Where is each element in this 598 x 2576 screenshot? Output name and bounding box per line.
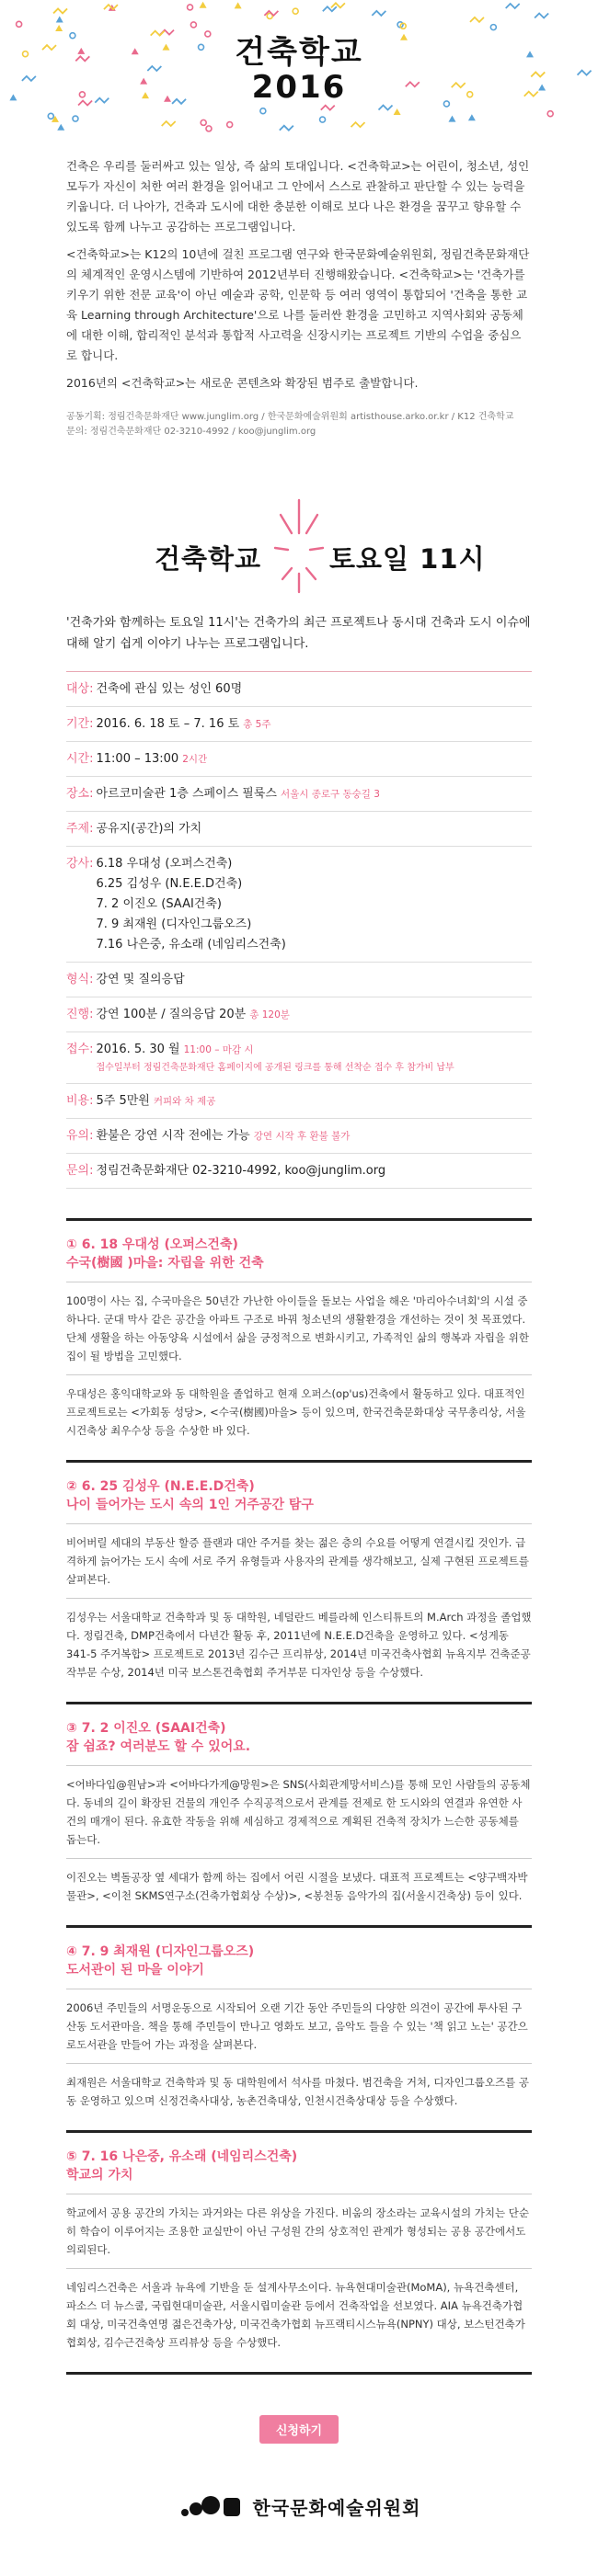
program-title-left: 건축학교 <box>154 543 261 575</box>
info-row-target <box>66 672 532 707</box>
info-row-theme <box>66 812 532 847</box>
lecture-5 <box>66 2133 532 2375</box>
lecture-date-speaker: ① 6. 18 우대성 (오퍼스건축) <box>66 1237 238 1252</box>
info-key: 기간: <box>66 717 94 731</box>
info-key: 형식: <box>66 973 94 986</box>
confetti-shape <box>201 120 206 125</box>
info-value <box>97 1126 351 1146</box>
confetti-shape <box>188 5 193 10</box>
confetti-shape <box>321 106 335 110</box>
info-row-time <box>66 742 532 777</box>
info-sub: 2시간 <box>182 754 208 765</box>
hero-header <box>0 0 598 136</box>
info-value: 정림건축문화재단 02-3210-4992, koo@junglim.org <box>96 1164 386 1178</box>
confetti-shape <box>200 2 207 8</box>
confetti-shape <box>394 108 401 115</box>
confetti-shape <box>55 25 63 31</box>
lecture-3 <box>66 1704 532 1928</box>
info-row-place <box>66 777 532 812</box>
lecture-summary: 2006년 주민들의 서명운동으로 시작되어 오랜 기간 동안 주민들의 다양한 의견이 공간에 투사된 구산동 도서관마을. 책을 통해 주민들이 만나고 영화도 보고, 음악도 들을 수 있는 '책 읽고 노는' 공간으로도서관을 만들어 가는 과정을 살펴본다. <box>66 2001 528 2051</box>
lecture-date-speaker: ② 6. 25 김성우 (N.E.E.D건축) <box>66 1479 255 1494</box>
info-value-text: 11:00 – 13:00 <box>96 752 179 766</box>
intro-credits <box>0 401 598 439</box>
lecturer-bio: 네임리스건축은 서울과 뉴욕에 기반을 둔 설계사무소이다. 뉴욕현대미술관(MoMA), 뉴욕건축센터, 파소스 더 뉴스쿨, 국립현대미술관, 서울시립미술관 등에서 건축작업을 선보였다. AIA 뉴욕건축가협회 대상, 미국건축연명 젊은건축가상, 미국건축가협회 뉴프랙티시스뉴욕(NPNY) 대상, 보스턴건축가협회상, 김수근건축상 프리뷰상 등을 수상했다. <box>66 2281 525 2349</box>
lecture-date-speaker: ⑤ 7. 16 나은중, 유소래 (네임리스건축) <box>66 2149 298 2164</box>
confetti-shape <box>53 8 67 13</box>
lecturer-bio: 최재원은 서울대학교 건축학과 및 동 대학원에서 석사를 마쳤다. 범건축을 거쳐, 디자인그룹오즈를 공동 운영하고 있으며 신정건축사대상, 농촌건축대상, 인천시건축상대상 등을 수상했다. <box>66 2076 529 2107</box>
confetti-shape <box>293 8 298 14</box>
confetti-shape <box>323 6 337 11</box>
confetti-shape <box>280 126 293 131</box>
info-row-period <box>66 707 532 742</box>
program-title-right: 토요일 11시 <box>329 543 486 575</box>
lecture-summary: 100명이 사는 집, 수국마을은 50년간 가난한 아이들을 돌보는 사업을 해온 '마리아수녀회'의 시설 중 하나다. 군대 막사 같은 공간을 아파트 구조로 바꿔 청소년의 생활환경을 개선하는 것이 첫 목표였다. 단체 생활을 하는 아동양육 시설에서 삶을 긍정적으로 변화시키고, 가족적인 삶의 행복과 자립을 위한 집이 될 방법을 고민했다. <box>66 1294 529 1362</box>
info-value-text: 2016. 5. 30 월 <box>96 1043 180 1056</box>
info-key: 유의: <box>66 1129 94 1143</box>
confetti-shape <box>535 13 548 17</box>
hero-title-year: 2016 <box>251 69 347 106</box>
info-key: 시간: <box>66 752 94 766</box>
info-row-progress <box>66 997 532 1032</box>
info-sub: 강연 시작 후 환불 불가 <box>253 1131 351 1142</box>
confetti-shape <box>490 25 496 30</box>
confetti-shape <box>48 113 53 119</box>
apply-area <box>0 2415 598 2444</box>
footer-logo <box>0 2488 598 2525</box>
confetti-shape <box>56 17 63 23</box>
hero-title <box>0 35 598 105</box>
confetti-shape <box>57 124 64 131</box>
program-description: '건축가와 함께하는 토요일 11시'는 건축가의 최근 프로젝트나 동시대 건축과 도시 이슈에 대해 알기 쉽게 이야기 나누는 프로그램입니다. <box>66 616 531 651</box>
confetti-shape <box>506 4 520 8</box>
info-key: 장소: <box>66 787 94 801</box>
lecture-2 <box>66 1463 532 1704</box>
confetti-shape <box>331 3 345 7</box>
lecture-title: 도서관이 된 마을 이야기 <box>66 1963 204 1978</box>
intro-section <box>0 136 598 393</box>
info-sub: 총 120분 <box>249 1009 290 1020</box>
info-key: 진행: <box>66 1008 94 1021</box>
confetti-shape <box>547 111 553 117</box>
confetti-shape <box>379 105 393 109</box>
intro-paragraph-3: 2016년의 <건축학교>는 새로운 콘텐츠와 확장된 범주로 출발합니다. <box>66 376 419 390</box>
info-value-text: 2016. 6. 18 토 – 7. 16 토 <box>96 717 240 731</box>
info-key: 대상: <box>66 682 94 696</box>
divider <box>66 2268 532 2269</box>
program-header <box>0 467 598 605</box>
info-value-text: 환불은 강연 시작 전에는 가능 <box>96 1129 250 1143</box>
confetti-shape <box>351 122 365 127</box>
info-value-text: 아르코미술관 1층 스페이스 필룩스 <box>96 787 277 801</box>
info-value <box>97 749 208 769</box>
info-key: 접수: <box>66 1043 94 1056</box>
lecture-title: 나이 들어가는 도시 속의 1인 거주공간 탐구 <box>66 1498 314 1512</box>
burst-icon <box>273 496 325 598</box>
info-row-lecturers <box>66 847 532 963</box>
section-divider <box>66 2372 532 2375</box>
lecture-1 <box>66 1221 532 1463</box>
confetti-shape <box>468 114 476 120</box>
info-value <box>97 714 271 735</box>
info-key: 문의: <box>66 1164 94 1178</box>
info-row-caution <box>66 1119 532 1154</box>
lecture-summary: 비어버릴 세대의 부동산 할증 플랜과 대안 주거를 찾는 젊은 층의 수요를 어떻게 연결시킬 것인가. 급격하게 늙어가는 도시 속에 서로 주거 유형들과 사용자의 관계를 생각해보고, 실제 구현된 프로젝트를 살펴본다. <box>66 1536 529 1586</box>
confetti-shape <box>260 108 266 114</box>
arko-logo-icon <box>178 2492 244 2520</box>
confetti-shape <box>372 11 385 16</box>
lecturer-item: 7. 2 이진오 (SAAI건축) <box>96 897 222 911</box>
lecture-title: 학교의 가치 <box>66 2168 133 2183</box>
apply-button[interactable]: 신청하기 <box>259 2415 339 2444</box>
info-value <box>97 784 380 804</box>
lecturer-item: 6.25 김성우 (N.E.E.D건축) <box>96 877 243 891</box>
lecturer-item: 7.16 나은중, 유소래 (네임리스건축) <box>96 938 286 952</box>
divider <box>66 1598 532 1599</box>
info-value <box>97 1005 290 1025</box>
confetti-shape <box>320 117 326 122</box>
confetti-shape <box>235 2 242 8</box>
divider <box>66 2063 532 2064</box>
hero-title-line1: 건축학교 <box>235 34 363 71</box>
lecture-date-speaker: ④ 7. 9 최재원 (디자인그룹오즈) <box>66 1944 255 1959</box>
info-row-register <box>66 1032 532 1084</box>
lecture-title: 잠 쉼죠? 여러분도 할 수 있어요. <box>66 1739 251 1754</box>
bottom-spacer <box>0 2525 598 2576</box>
confetti-shape <box>227 122 233 128</box>
lecture-4 <box>66 1928 532 2133</box>
info-sub: 서울시 종로구 동숭길 3 <box>280 789 380 800</box>
confetti-shape <box>206 126 212 131</box>
lecture-title: 수국(樹國 )마을: 자립을 위한 건축 <box>66 1256 264 1271</box>
confetti-shape <box>17 21 22 27</box>
confetti-shape <box>264 11 278 16</box>
confetti-shape <box>190 22 196 28</box>
info-value: 공유지(공간)의 가치 <box>96 822 202 836</box>
divider <box>66 1765 532 1766</box>
lecturer-item: 7. 9 최재원 (디자인그룹오즈) <box>96 918 252 931</box>
divider <box>66 1858 532 1859</box>
info-sub: 총 5주 <box>243 719 271 730</box>
lecturer-bio: 이진오는 벽돌공장 옆 세대가 함께 하는 집에서 어린 시절을 보냈다. 대표적 프로젝트는 <양구백자박물관>, <이천 SKMS연구소(건축가협회상 수상)>, <봉천동 음악가의 집(서울시건축상) 등이 있다. <box>66 1871 528 1902</box>
confetti-shape <box>162 121 176 126</box>
info-value <box>97 854 286 955</box>
lecturer-bio: 우대성은 홍익대학교와 동 대학원을 졸업하고 현재 오퍼스(op'us)건축에서 활동하고 있다. 대표적인 프로젝트로는 <가회동 성당>, <수국(樹國)마을> 등이 있으며, 한국건축문화대상 국무총리상, 서울시건축상 최우수상 등을 수상한 바 있다. <box>66 1387 526 1437</box>
intro-paragraph-1: 건축은 우리를 둘러싸고 있는 일상, 즉 삶의 토대입니다. <건축학교>는 어린이, 청소년, 성인 모두가 자신이 처한 여러 환경을 읽어내고 그 안에서 스스로 관찰하고 판단할 수 있는 능력을 키웁니다. 더 나아가, 건축과 도시에 대한 충분한 이해로 보다 나은 환경을 꿈꾸고 향유할 수 있도록 함께 나누고 공감하는 프로그램입니다. <box>66 159 530 234</box>
confetti-shape <box>470 17 484 22</box>
info-value: 강연 및 질의응답 <box>96 973 185 986</box>
info-row-contact <box>66 1154 532 1189</box>
lecturer-item: 6.18 우대성 (오퍼스건축) <box>96 857 233 871</box>
credit-organizers: 공동기획: 정림건축문화재단 www.junglim.org / 한국문화예술위원회 artisthouse.arko.or.kr / K12 건축학교 <box>66 412 514 422</box>
divider <box>66 1523 532 1524</box>
info-row-fee <box>66 1084 532 1119</box>
confetti-shape <box>73 116 78 121</box>
confetti-shape <box>448 116 455 122</box>
info-note: 접수일부터 정림건축문화재단 홈페이지에 공개된 링크를 통해 선착순 접수 후 참가비 납부 <box>96 1063 454 1073</box>
divider <box>66 1374 532 1375</box>
info-value-text: 5주 5만원 <box>96 1094 150 1108</box>
info-value <box>97 1040 454 1077</box>
info-key: 주제: <box>66 822 94 836</box>
info-key: 강사: <box>66 857 94 871</box>
intro-paragraph-2: <건축학교>는 K12의 10년에 걸친 프로그램 연구와 한국문화예술위원회, 정림건축문화재단의 체계적인 운영시스템에 기반하여 2012년부터 진행해왔습니다. <건축학교>는 '건축가를 키우기 위한 전문 교육'이 아닌 예술과 공학, 인문학 등 여러 영역이 통합되어 '건축을 통한 교육 Learning through Architecture'으로 나를 둘러싼 환경을 고민하고 지역사회와 공동체에 대한 이해, 합리적인 분석과 통합적 사고력을 신장시키는 프로젝트 기반의 수업을 중심으로 합니다. <box>66 247 530 362</box>
info-value-text: 강연 100분 / 질의응답 20분 <box>96 1008 247 1021</box>
lecturer-bio: 김성우는 서울대학교 건축학과 및 동 대학원, 네덜란드 베를라헤 인스티튜트의 M.Arch 과정을 졸업했다. 정림건축, DMP건축에서 다년간 활동 후, 2011년에 N.E.E.D건축을 운영하고 있다. <성게동 341-5 주거복합> 프로젝트로 2013년 김수근 프리뷰상, 2014년 미국건축사협회 뉴욕지부 건축준공작부문 수상, 2014년 미국 보스톤건축협회 주거부문 디자인상 등을 수상했다. <box>66 1611 532 1679</box>
lecture-summary: 학교에서 공용 공간의 가치는 과거와는 다른 위상을 가진다. 비움의 장소라는 교육시설의 가치는 단순히 학습이 이루어지는 조용한 교실만이 아닌 구성원 간의 상호적인 관계가 형성되는 공용 공간에서도 의뢰된다. <box>66 2206 529 2256</box>
lecture-date-speaker: ③ 7. 2 이진오 (SAAI건축) <box>66 1721 226 1736</box>
info-value <box>97 1091 216 1111</box>
credit-contact: 문의: 정림건축문화재단 02-3210-4992 / koo@junglim.org <box>66 427 316 437</box>
info-sub: 커피와 차 제공 <box>153 1096 216 1107</box>
footer-org-name: 한국문화예술위원회 <box>252 2496 421 2519</box>
lecture-summary: <어바다입@원남>과 <어바다가게@망원>은 SNS(사회관계망서비스)를 통해 모인 사람들의 공동체다. 동네의 길이 확장된 건물의 개인주 수직공적으로서 관계를 전제로 한 도시와의 연결과 유연한 사건의 매개이 된다. 유효한 작동을 위해 세심하고 경제적으로 계획된 건축적 장치가 느슨한 공동체를 돕는다. <box>66 1778 531 1846</box>
info-value: 건축에 관심 있는 성인 60명 <box>96 682 243 696</box>
info-row-format <box>66 963 532 997</box>
info-sub: 11:00 – 마감 시 <box>183 1044 254 1055</box>
info-key: 비용: <box>66 1094 94 1108</box>
program-info-table <box>66 671 532 1189</box>
